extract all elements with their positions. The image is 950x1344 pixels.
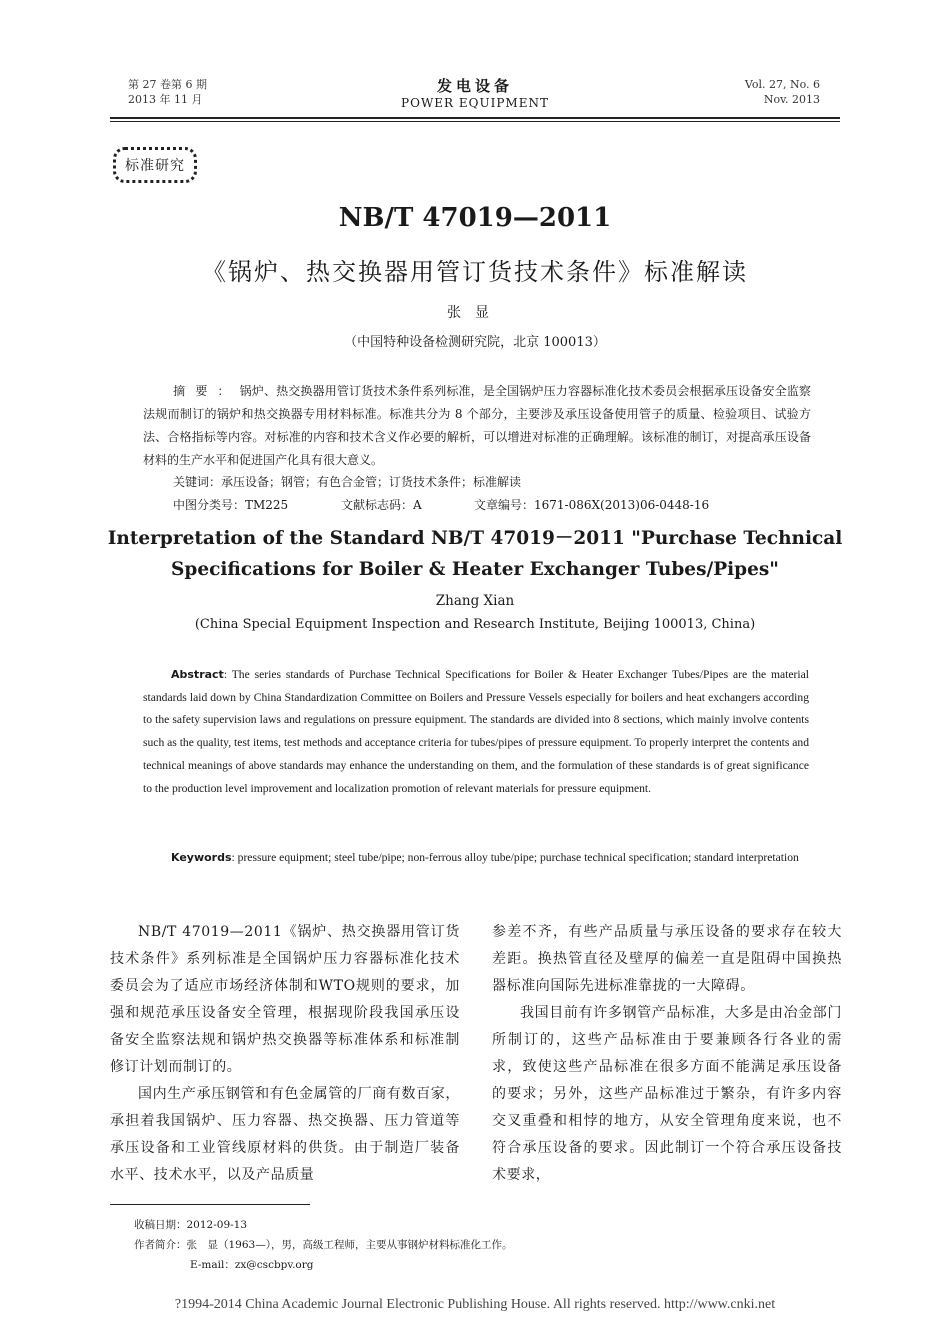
- author-affiliation: （中国特种设备检测研究院，北京 100013）: [344, 335, 606, 350]
- english-title: [0, 523, 950, 585]
- received-date: 收稿日期：2012-09-13: [134, 1219, 248, 1231]
- journal-masthead: [375, 75, 575, 110]
- date-line-en: Nov. 2013: [763, 93, 820, 106]
- abstract-cn: [143, 380, 811, 472]
- abstract-en-label: Abstract: [171, 668, 224, 681]
- date-line: 2013 年 11 月: [128, 93, 203, 106]
- body-paragraph: 我国目前有许多钢管产品标准，大多是由冶金部门所制订的，这些产品标准由于要兼顾各行各业的需求，致使这些产品标准在很多方面不能满足承压设备的要求；另外，这些产品标准过于繁杂，有许多内容交叉重叠和相悖的地方，从安全管理角度来说，也不符合承压设备的要求。因此制订一个符合承压设备技术要求，: [492, 1005, 842, 1183]
- english-title-line2: Specifications for Boiler & Heater Exchanger Tubes/Pipes": [171, 559, 779, 580]
- header-rule-thin: [110, 121, 840, 122]
- body-paragraph: 国内生产承压钢管和有色金属管的厂商有数百家，承担着我国锅炉、压力容器、热交换器、压力管道等承压设备和工业管线原材料的供货。由于制造厂装备水平、技术水平，以及产品质量: [110, 1086, 460, 1183]
- volume-line: 第 27 卷第 6 期: [128, 78, 207, 91]
- abstract-en-text: : The series standards of Purchase Technical Specifications for Boiler & Heater Exchanger Tubes/Pipes are the material standards laid down by China Standardization Committee on Boilers and Pressure Vessels especially for boilers and heat exchangers according to the safety supervision laws and regulations on pressure equipment. The standards are divided into 8 sections, which mainly involve contents such as the quality, test items, test methods and acceptance criteria for tubes/pipes of pressure equipment. To properly interpret the contents and technical meanings of above standards may enhance the understanding on them, and the formulation of these standards is of great significance to the production level improvement and localization promotion of relevant materials for pressure equipment.: [143, 668, 809, 795]
- section-tag: 标准研究: [113, 147, 197, 183]
- journal-name-en: POWER EQUIPMENT: [401, 96, 549, 110]
- abstract-en: [143, 664, 809, 800]
- keywords-en-text: : pressure equipment; steel tube/pipe; non-ferrous alloy tube/pipe; purchase technical specification; standard interpretation: [231, 851, 799, 864]
- document-code: 文献标志码：A: [341, 498, 422, 512]
- volume-issue-en: [700, 77, 820, 107]
- body-column-left: [110, 919, 460, 1189]
- classification-row: [173, 494, 813, 517]
- keywords-cn: 关键词：承压设备；钢管；有色合金管；订货技术条件；标准解读: [173, 475, 522, 489]
- article-number: 文章编号：1671-086X(2013)06-0448-16: [474, 498, 710, 512]
- header-rule: [110, 117, 840, 119]
- body-paragraph: NB/T 47019—2011《锅炉、热交换器用管订货技术条件》系列标准是全国锅炉压力容器标准化技术委员会为了适应市场经济体制和WTO规则的要求，加强和规范承压设备安全管理，根据现阶段我国承压设备安全监察法规和锅炉热交换器等标准体系和标准制修订计划而制订的。: [110, 924, 460, 1075]
- standard-number-title: NB/T 47019—2011: [338, 203, 612, 233]
- english-affiliation: (China Special Equipment Inspection and Research Institute, Beijing 100013, China): [194, 617, 756, 632]
- page-title: 《锅炉、热交换器用管订货技术条件》标准解读: [202, 258, 748, 286]
- english-author: Zhang Xian: [435, 593, 515, 609]
- abstract-cn-text: 锅炉、热交换器用管订货技术条件系列标准，是全国锅炉压力容器标准化技术委员会根据承压设备安全监察法规而制订的锅炉和热交换器专用材料标准。标准共分为 8 个部分，主要涉及承压设备使用管子的质量、检验项目、试验方法、合格指标等内容。对标准的内容和技术含义作必要的解析，可以增进对标准的正确理解。该标准的制订，对提高承压设备材料的生产水平和促进国产化具有很大意义。: [143, 384, 811, 467]
- author-bio: 作者简介：张 显（1963—），男，高级工程师，主要从事钢炉材料标准化工作。: [134, 1239, 513, 1251]
- keywords-en: [143, 846, 809, 869]
- volume-issue: [128, 77, 207, 107]
- abstract-cn-label: 摘要：: [173, 384, 240, 398]
- clc-number: 中图分类号：TM225: [173, 498, 289, 512]
- english-title-line1: Interpretation of the Standard NB/T 47019－2011 "Purchase Technical: [107, 528, 843, 549]
- author-name: 张显: [447, 305, 503, 321]
- journal-name-cn: 发电设备: [436, 77, 513, 95]
- body-column-right: [492, 919, 842, 1189]
- body-paragraph: 参差不齐，有些产品质量与承压设备的要求存在较大差距。换热管直径及壁厚的偏差一直是阻碍中国换热器标准向国际先进标准靠拢的一大障碍。: [492, 924, 842, 994]
- copyright-notice: ?1994-2014 China Academic Journal Electronic Publishing House. All rights reserved. http://www.cnki.net: [174, 1297, 776, 1312]
- volume-line-en: Vol. 27, No. 6: [744, 78, 820, 91]
- author-email: E-mail：zx@cscbpv.org: [190, 1259, 314, 1271]
- footnote-rule: [110, 1204, 310, 1205]
- keywords-en-label: Keywords: [171, 851, 232, 864]
